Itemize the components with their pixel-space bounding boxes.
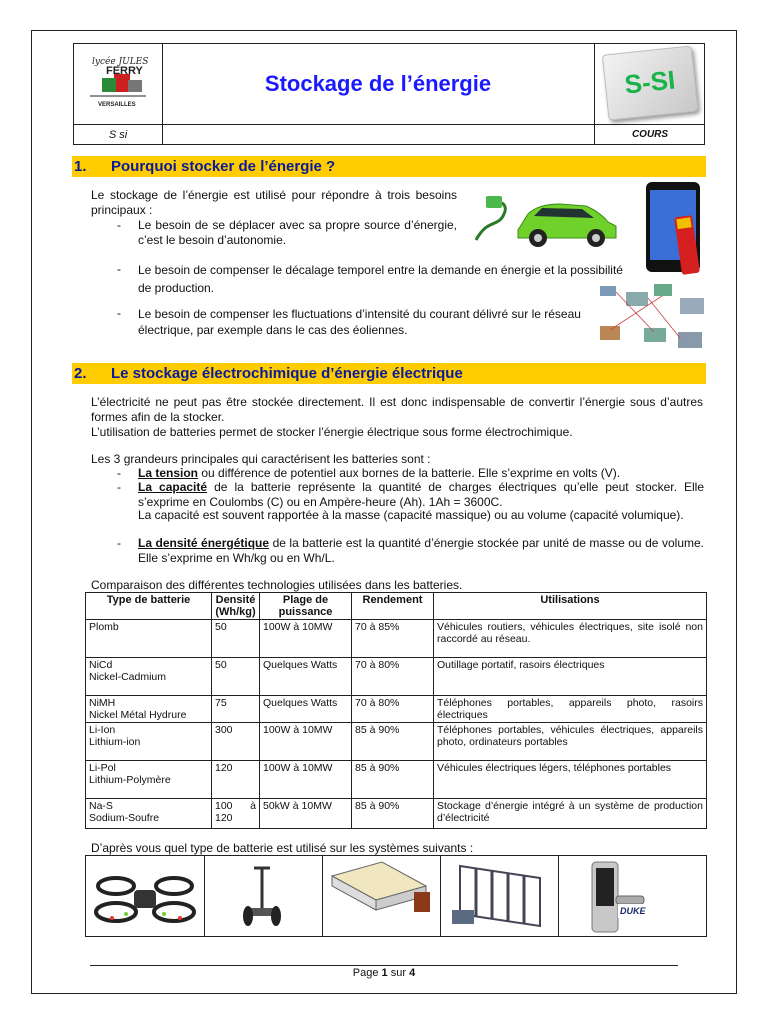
door-lock-image <box>558 856 706 936</box>
bullet-dash: - <box>117 306 121 320</box>
battery-comparison-table <box>85 592 707 829</box>
cell-type-name: Li-Pol <box>89 762 116 774</box>
page-prefix: Page <box>352 967 382 979</box>
table-row <box>86 658 707 696</box>
quantity-energy-density-text: de la batterie est la quantité d’énergie stockée par unité de masse ou de volume. Elle s’exprime en Wh/kg ou en Wh/L. <box>138 536 704 565</box>
cell-power: Quelques Watts <box>260 696 352 723</box>
quantity-capacity-term: La capacité <box>138 480 208 494</box>
phone-battery-image <box>642 178 710 278</box>
page-sep: sur <box>387 967 410 979</box>
school-logo <box>84 52 152 114</box>
page-current: 1 <box>381 967 388 979</box>
cell-uses: Stockage d’énergie intégré à un système de production d’électricité <box>434 799 707 829</box>
cell-type-name: Na-S <box>89 800 113 812</box>
cell-density: 120 <box>212 761 260 799</box>
electric-car-image <box>468 178 638 260</box>
page-total: 4 <box>409 967 416 979</box>
section-1-title: Pourquoi stocker de l’énergie ? <box>111 158 336 175</box>
section-1-bullet-2: Le besoin de compenser le décalage temporel entre la demande en énergie et la possibilité de production. <box>138 263 623 295</box>
cell-type-name: NiCd <box>89 659 113 671</box>
table-row <box>86 620 707 658</box>
cell-type <box>86 799 212 829</box>
header-right-label: COURS <box>594 125 705 145</box>
cell-power: 100W à 10MW <box>260 761 352 799</box>
cell-power: 100W à 10MW <box>260 620 352 658</box>
quantity-voltage <box>138 466 704 481</box>
cell-density: 75 <box>212 696 260 723</box>
bullet-dash: - <box>117 218 121 232</box>
cell-type <box>86 723 212 761</box>
cell-yield: 85 à 90% <box>352 723 434 761</box>
page-number <box>0 967 768 979</box>
quantity-voltage-text: ou différence de potentiel aux bornes de la batterie. Elle s’exprime en volts (V). <box>198 466 621 480</box>
table-header-row <box>86 593 707 620</box>
quantity-capacity-extra: La capacité est souvent rapportée à la masse (capacité massique) ou au volume (capacité volumique). <box>138 508 684 522</box>
document-header <box>73 43 705 145</box>
col-header-uses: Utilisations <box>434 593 707 620</box>
section-1-bullet-3: Le besoin de compenser les fluctuations d’intensité du courant délivré sur le réseau électrique, par exemple dans le cas des éoliennes. <box>138 307 581 337</box>
school-logo-cell <box>74 44 163 124</box>
bullet-dash: - <box>117 466 121 480</box>
section-2-para-2: L’utilisation de batteries permet de stocker l’énergie électrique sous forme électrochimique. <box>91 425 573 439</box>
quantity-energy-density-term: La densité énergétique <box>138 536 270 550</box>
cell-type <box>86 658 212 696</box>
section-2-para-3: Les 3 grandeurs principales qui caractérisent les batteries sont : <box>91 452 431 466</box>
cell-type-name: Li-Ion <box>89 724 116 736</box>
cell-type-fullname: Lithium-ion <box>89 736 141 748</box>
cell-uses: Outillage portatif, rasoirs électriques <box>434 658 707 696</box>
cell-yield: 85 à 90% <box>352 799 434 829</box>
table-row <box>86 761 707 799</box>
lock-brand: DUKE <box>620 906 646 916</box>
cell-type-fullname: Nickel Métal Hydrure <box>89 709 187 721</box>
cell-density: 100 à 120 <box>212 799 260 829</box>
table-row <box>86 799 707 829</box>
col-header-power: Plage de puissance <box>260 593 352 620</box>
cell-type-name: Plomb <box>89 621 119 633</box>
cell-power: 100W à 10MW <box>260 723 352 761</box>
cell-power: Quelques Watts <box>260 658 352 696</box>
section-1-header <box>72 156 706 177</box>
question-text: D’après vous quel type de batterie est utilisé sur les systèmes suivants : <box>91 841 474 855</box>
cell-type <box>86 696 212 723</box>
section-2-para-1: L’électricité ne peut pas être stockée directement. Il est donc indispensable de convertir l’énergie sous d’autres formes afin de la stocker. <box>91 395 703 424</box>
logo-text-1: lycée JULES <box>92 57 149 67</box>
cell-uses: Véhicules routiers, véhicules électriques, site isolé non raccordé au réseau. <box>434 620 707 658</box>
grid-storage-diagram-image <box>596 282 708 356</box>
header-left-label: S si <box>74 125 163 145</box>
bullet-dash: - <box>117 262 121 276</box>
col-header-density: Densité (Wh/kg) <box>212 593 260 620</box>
bullet-dash: - <box>117 536 121 550</box>
quantity-capacity-text: de la batterie représente la quantité de charges électriques qu’elle peut stocker. Elle s’exprime en Coulombs (C) ou en Ampère-heure (Ah). 1Ah = 3600C. <box>138 480 704 509</box>
cell-yield: 85 à 90% <box>352 761 434 799</box>
quantity-energy-density <box>138 536 704 566</box>
systems-image-row <box>85 855 707 937</box>
section-1-intro: Le stockage de l’énergie est utilisé pour répondre à trois besoins principaux : <box>91 188 457 217</box>
bullet-dash: - <box>117 480 121 494</box>
col-header-type: Type de batterie <box>86 593 212 620</box>
section-2-number: 2. <box>74 365 87 382</box>
cell-density: 300 <box>212 723 260 761</box>
cell-uses: Téléphones portables, appareils photo, rasoirs électriques <box>434 696 707 723</box>
drone-image <box>86 856 205 936</box>
logo-text-2: FERRY <box>106 65 143 77</box>
ssi-badge: S-SI <box>602 45 698 120</box>
awning-image <box>322 856 441 936</box>
page-title: Stockage de l’énergie <box>264 71 492 96</box>
gate-image <box>440 856 559 936</box>
cell-uses: Téléphones portables, véhicules électriques, appareils photo, ordinateurs portables <box>434 723 707 761</box>
ssi-badge-cell <box>594 44 705 124</box>
cell-yield: 70 à 85% <box>352 620 434 658</box>
cell-power: 50kW à 10MW <box>260 799 352 829</box>
cell-yield: 70 à 80% <box>352 696 434 723</box>
table-caption: Comparaison des différentes technologies utilisées dans les batteries. <box>91 578 463 592</box>
section-2-title: Le stockage électrochimique d’énergie électrique <box>111 365 463 382</box>
cell-type <box>86 761 212 799</box>
cell-yield: 70 à 80% <box>352 658 434 696</box>
cell-uses: Véhicules électriques légers, téléphones portables <box>434 761 707 799</box>
table-row <box>86 696 707 723</box>
cell-type-fullname: Sodium-Soufre <box>89 812 160 824</box>
cell-type-fullname: Lithium-Polymère <box>89 774 171 786</box>
quantity-voltage-term: La tension <box>138 466 199 480</box>
section-1-number: 1. <box>74 158 87 175</box>
table-row <box>86 723 707 761</box>
logo-text-3: VERSAILLES <box>98 102 136 108</box>
cell-type-name: NiMH <box>89 697 116 709</box>
section-1-bullet-1: Le besoin de se déplacer avec sa propre source d’énergie, c’est le besoin d’autonomie. <box>138 218 457 247</box>
cell-type <box>86 620 212 658</box>
section-2-header <box>72 363 706 384</box>
quantity-capacity <box>138 480 704 510</box>
footer-rule <box>90 965 678 966</box>
segway-image <box>204 856 323 936</box>
cell-density: 50 <box>212 658 260 696</box>
col-header-yield: Rendement <box>352 593 434 620</box>
header-subrow <box>74 124 704 145</box>
cell-type-fullname: Nickel-Cadmium <box>89 671 167 683</box>
cell-density: 50 <box>212 620 260 658</box>
